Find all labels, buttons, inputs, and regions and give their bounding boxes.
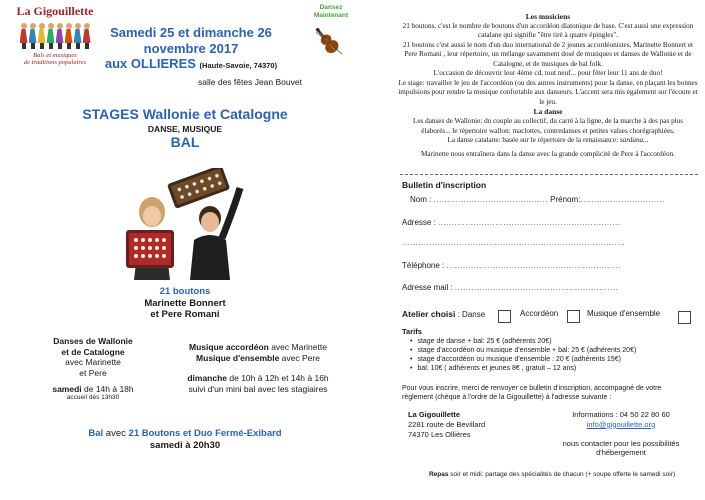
contact-phone: 04 50 22 80 60 [619, 410, 670, 419]
hebergement-line2: d'hébergement [596, 448, 646, 458]
logo-title: La Gigouillette [16, 4, 94, 18]
stages-heading [0, 106, 370, 150]
stages-title: STAGES Wallonie et Catalogne [82, 106, 288, 122]
repas-text: soir et midi: partage des spécialités de chacun (+ soupe offerte le samedi soir) [448, 471, 676, 478]
musique-time-day: dimanche [187, 373, 228, 384]
danses-time-hours: de 14h à 18h [81, 383, 134, 394]
musique-accordeon-with: avec Marinette [268, 342, 327, 352]
cut-line [400, 174, 698, 175]
dansez-maintenant-logo [296, 4, 366, 20]
musiciens-p6 [398, 136, 698, 146]
inscrire-line2: règlement (chèque à l'ordre de la Gigouillette) à l'adresse suivante : [402, 394, 612, 402]
contact-phone-line [546, 410, 696, 420]
musiciens-p5: Les danses de Wallonie: du couple au collectif, du carré à la ligne, de la marche à des pas plus élaborés... le répertoire wallon: maclottes, contredanses et petites valses chorégraphiées. [412, 117, 684, 135]
telephone-label: Téléphone : [402, 261, 447, 270]
adresse-field-1[interactable]: ................................................................... [438, 218, 621, 227]
bal-line [0, 428, 370, 440]
logo-subtitle-line2: de traditions populaires [23, 59, 87, 67]
inscription-instructions [402, 384, 702, 402]
adresse-field-2[interactable]: .................................................................................. [402, 238, 626, 247]
bulletin-title: Bulletin d'inscription [402, 180, 487, 190]
group-name: 21 boutons [159, 286, 211, 297]
place-name: aux OLLIERES [104, 56, 196, 72]
checkbox-accordeon[interactable] [567, 310, 580, 323]
tarifs-list [402, 337, 698, 373]
danses-with-line2: et Pere [79, 367, 107, 378]
atelier-row [402, 309, 485, 319]
danses-time [18, 384, 168, 395]
musiciens-p1: 21 boutons, c'est le nombre de boutons d'un accordéon diatonique de base. C'est aussi une expression catalane qui signifie "être tiré à quatre épingles". [402, 21, 694, 40]
bal-avec: avec [103, 428, 129, 439]
violin-icon [310, 24, 346, 60]
danses-block [18, 336, 168, 402]
hebergement-line1: nous contacter pour les possibilités [562, 438, 680, 448]
repas-label: Repas [428, 471, 449, 478]
right-panel [370, 0, 705, 500]
venue: salle des fêtes Jean Bouvet [198, 77, 302, 87]
checkbox-danse[interactable] [498, 310, 511, 323]
tarif-item: • bal: 10€ ( adhérents et jeunes 8€ , gratuit – 12 ans) [410, 364, 698, 373]
danses-title-line2: et de Catalogne [61, 346, 125, 357]
contact-info [546, 410, 696, 458]
musiciens-p3: L'occasion de découvrir leur 4ème cd, tout neuf... pour fêter leur 11 ans de duo! [433, 69, 663, 78]
contact-address [408, 410, 485, 439]
musiciens-p7: Marinette nous entraînera dans la danse avec la grande complicité de Pere à l'accordéon. [421, 149, 675, 158]
mail-label: Adresse mail : [402, 283, 455, 292]
danses-with-line1: avec Marinette [65, 357, 121, 368]
artist-name-1: Marinette Bonnert [144, 297, 226, 309]
musiciens-section [398, 12, 698, 159]
checkbox-ensemble[interactable] [678, 311, 691, 324]
contact-email-link[interactable]: info@gigouillette.org [586, 419, 656, 429]
contact-org: La Gigouillette [408, 410, 461, 419]
atelier-option-ensemble: Musique d'ensemble [587, 309, 661, 318]
logo-subtitle [10, 52, 100, 67]
bal-word: Bal [88, 428, 104, 439]
atelier-option-accordeon: Accordéon [520, 309, 559, 318]
info-label: Informations : [572, 410, 620, 419]
dansez-line1: Dansez [319, 4, 343, 11]
danse-title: La danse [533, 107, 563, 117]
danses-time-day: samedi [52, 383, 82, 394]
date-line1: Samedi 25 et dimanche 26 [110, 25, 272, 40]
musiciens-p6-italic: sardana... [619, 136, 649, 145]
musiciens-p6-text: La danse catalane: basée sur le répertoire de la renaissance: [447, 136, 620, 145]
nom-field[interactable]: .......................................... [433, 195, 548, 204]
artist-name-2: et Pere Romani [150, 309, 220, 321]
stages-bal: BAL [170, 134, 200, 150]
danses-title-line1: Danses de Wallonie [53, 336, 133, 346]
inscrire-line1: Pour vous inscrire, merci de renvoyer ce bulletin d'inscription, accompagné de votre [402, 385, 662, 392]
telephone-field[interactable]: ................................................................ [446, 261, 621, 270]
stages-subtitle: DANSE, MUSIQUE [147, 124, 223, 134]
adresse-row-2 [402, 238, 625, 247]
musicians-photo [118, 168, 254, 280]
contact-city: 74370 Les Ollières [408, 429, 471, 439]
musiciens-p4: Le stage: travailler le jeu de l'accordéon (ou des autres instruments) pour la danse, en plaçant les bonnes impulsions pour rendre la musique confortable aux danseurs. L'accent sera mis également sur l'écoute et le jeu. [398, 78, 698, 106]
adresse-row [402, 218, 620, 227]
mail-field[interactable]: ............................................................ [454, 283, 619, 292]
prenom-label: Prénom: [550, 195, 581, 204]
musiciens-p2: 21 boutons c'est aussi le nom d'un duo international de 2 jeunes accordéonistes, Marinette Bonnert et Pere Romani , leur répertoire, un mélange savamment dosé de musiques et danses de Wallonie et de Catalogne, et de musiques de bal folk. [402, 40, 694, 68]
nom-label: Nom : [410, 195, 434, 204]
tarif-item: • stage d'accordéon ou musique d'ensemble : 20 € (adhérents 15€) [410, 355, 698, 364]
contact-street: 2281 route de Bevillard [408, 419, 486, 429]
dansez-line2: Maintenant [313, 11, 349, 19]
musique-accordeon-label: Musique accordéon [189, 342, 269, 352]
adresse-label: Adresse : [402, 218, 439, 227]
bal-date: samedi à 20h30 [149, 439, 221, 451]
bal-bands: 21 Boutons et Duo Fermé-Exibard [128, 428, 282, 439]
atelier-label: Atelier choisi [402, 309, 456, 319]
artists-block [0, 286, 370, 321]
nom-row [410, 195, 665, 204]
telephone-row [402, 261, 621, 270]
place-region: (Haute-Savoie, 74370) [199, 61, 278, 71]
musique-time [158, 373, 358, 384]
musique-time-hours: de 10h à 12h et 14h à 16h [227, 373, 329, 384]
dancers-illustration [10, 23, 100, 49]
event-date-block [96, 25, 286, 72]
musique-suivi: suivi d'un mini bal avec les stagiaires [188, 383, 328, 394]
musique-ensemble [158, 353, 358, 364]
musique-block [158, 342, 358, 395]
event-place [96, 56, 286, 72]
musique-ensemble-with: avec Pere [279, 352, 320, 363]
musique-ensemble-label: Musique d'ensemble [196, 352, 280, 363]
atelier-option-danse: : Danse [455, 310, 486, 319]
prenom-field[interactable]: ............................... [580, 195, 665, 204]
musique-accordeon [158, 342, 358, 353]
danses-accueil: accueil dès 13h30 [66, 394, 120, 402]
tarif-item: • stage de danse + bal: 25 € (adhérents 20€) [410, 337, 698, 346]
tarifs-section [402, 327, 698, 373]
logo-subtitle-line1: Bals et musiques [33, 52, 77, 59]
bal-block [0, 428, 370, 452]
tarif-item: • stage d'accordéon ou musique d'ensemble + bal: 25 € (adhérents 20€) [410, 346, 698, 355]
mail-row [402, 283, 618, 292]
musiciens-title: Les musiciens [525, 12, 571, 21]
date-line2: novembre 2017 [143, 40, 239, 56]
tarifs-title: Tarifs [402, 327, 422, 336]
repas-note [402, 471, 702, 478]
gigouillette-logo [10, 4, 100, 86]
